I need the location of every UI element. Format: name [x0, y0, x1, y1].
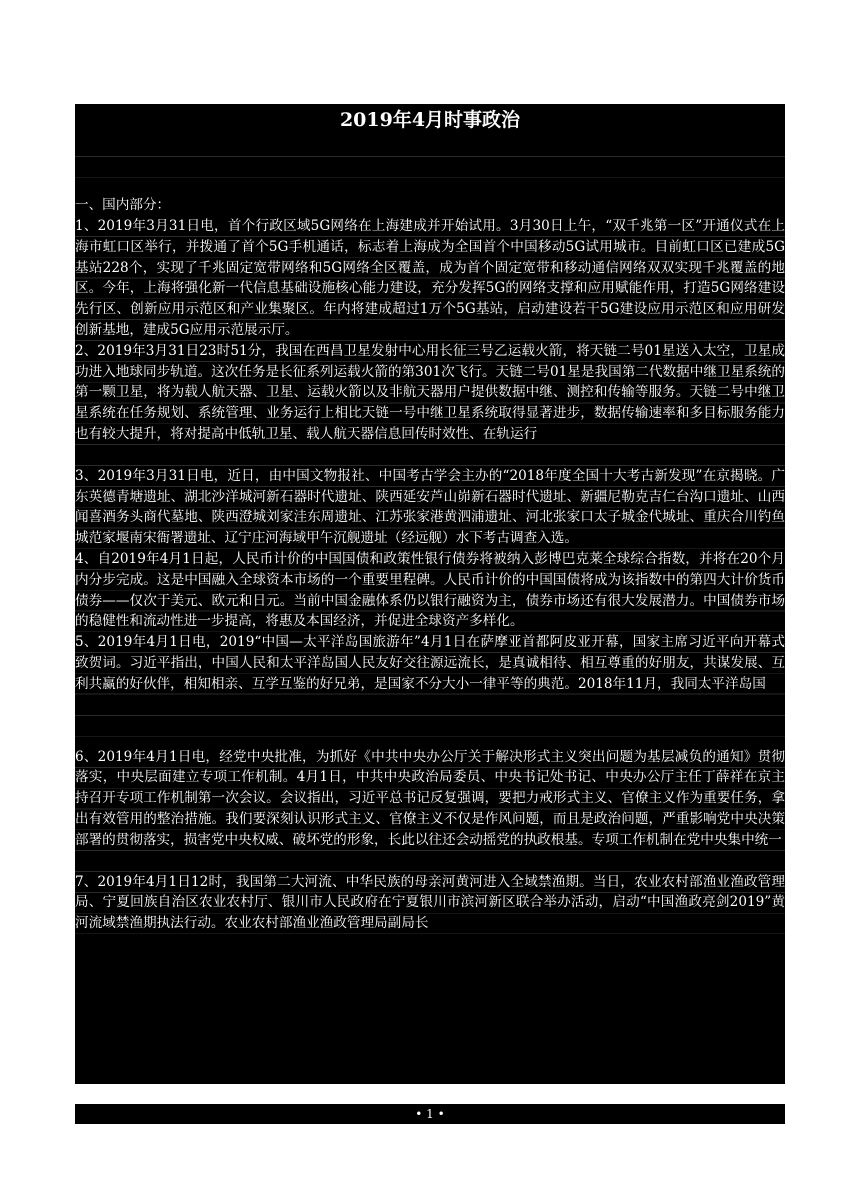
- paragraph-gap: [75, 851, 785, 872]
- news-item-6: 6、2019年4月1日电，经党中央批准，为抓好《中共中央办公厅关于解决形式主义突出问题为基层减负的通知》贯彻落实，中央层面建立专项工作机制。4月1日，中共中央政治局委员、中央书记处书记、中央办公厅主任丁薛祥在京主持召开专项工作机制第一次会议。会议指出，习近平总书记反复强调，要把力戒形式主义、官僚主义作为重要任务，拿出有效管用的整治措施。我们要深刻认识形式主义、官僚主义不仅是作风问题，而且是政治问题，严重影响党中央决策部署的贯彻落实，损害党中央权威、破坏党的形象，长此以往还会动摇党的执政根基。专项工作机制在党中央集中统一: [75, 747, 785, 851]
- paragraph-gap: [75, 445, 785, 466]
- page-title: 2019年4月时事政治: [339, 109, 521, 131]
- news-item-2: 2、2019年3月31日23时51分，我国在西昌卫星发射中心用长征三号乙运载火箭，将天链二号01星送入太空，卫星成功进入地球同步轨道。这次任务是长征系列运载火箭的第301次飞行。天链二号01星是我国第二代数据中继卫星系统的第一颗卫星，将为载人航天器、卫星、运载火箭以及非航天器用户提供数据中继、测控和传输等服务。天链二号中继卫星系统在任务规划、系统管理、业务运行上相比天链一号中继卫星系统取得显著进步，数据传输速率和多目标服务能力也有较大提升，将对提高中低轨卫星、载人航天器信息回传时效性、在轨运行: [75, 341, 785, 445]
- news-item-5: 5、2019年4月1日电，2019“中国—太平洋岛国旅游年”4月1日在萨摩亚首都阿皮亚开幕，国家主席习近平向开幕式致贺词。习近平指出，中国人民和太平洋岛国人民友好交往源远流长，是真诚相待、相互尊重的好朋友，共谋发展、互利共赢的好伙伴，相知相亲、互学互鉴的好兄弟，是国家不分大小一律平等的典范。2018年11月，我同太平洋岛国: [75, 632, 785, 694]
- document-page: [75, 104, 785, 1084]
- news-item-3: 3、2019年3月31日电，近日，由中国文物报社、中国考古学会主办的“2018年度全国十大考古新发现”在京揭晓。广东英德青塘遗址、湖北沙洋城河新石器时代遗址、陕西延安芦山峁新石器时代遗址、新疆尼勒克吉仁台沟口遗址、山西闻喜酒务头商代墓地、陕西澄城刘家洼东周遗址、江苏张家港黄泗浦遗址、河北张家口太子城金代城址、重庆合川钓鱼城范家堰南宋衙署遗址、辽宁庄河海域甲午沉舰遗址（经远舰）水下考古调查入选。: [75, 466, 785, 549]
- page-number: • 1 •: [415, 1107, 445, 1121]
- news-item-4: 4、自2019年4月1日起，人民币计价的中国国债和政策性银行债券将被纳入彭博巴克莱全球综合指数，并将在20个月内分步完成。这是中国融入全球资本市场的一个重要里程碑。人民币计价的中国国债将成为该指数中的第四大计价货币债券——仅次于美元、欧元和日元。当前中国金融体系仍以银行融资为主，债券市场还有很大发展潜力。中国债券市场的稳健性和流动性进一步提高，将惠及本国经济，并促进全球资产多样化。: [75, 549, 785, 632]
- page-footer: [75, 1104, 785, 1124]
- section-heading: 一、国内部分：: [75, 197, 171, 213]
- news-item-1: 1、2019年3月31日电，首个行政区域5G网络在上海建成并开始试用。3月30日上午，“双千兆第一区”开通仪式在上海市虹口区举行，并拨通了首个5G手机通话，标志着上海成为全国首个中国移动5G试用城市。目前虹口区已建成5G基站228个，实现了千兆固定宽带网络和5G网络全区覆盖，成为首个固定宽带和移动通信网络双双实现千兆覆盖的地区。今年，上海将强化新一代信息基础设施核心能力建设，充分发挥5G的网络支撑和应用赋能作用，打造5G网络建设先行区、创新应用示范区和产业集聚区。年内将建成超过1万个5G基站，启动建设若干5G建设应用示范区和应用研发创新基地，建成5G应用示范展示厅。: [75, 216, 785, 341]
- paragraph-gap: [75, 695, 785, 747]
- news-item-7: 7、2019年4月1日12时，我国第二大河流、中华民族的母亲河黄河进入全域禁渔期。当日，农业农村部渔业渔政管理局、宁夏回族自治区农业农村厅、银川市人民政府在宁夏银川市滨河新区联合举办活动，启动“中国渔政亮剑2019”黄河流域禁渔期执法行动。农业农村部渔业渔政管理局副局长: [75, 872, 785, 934]
- title-spacer: [75, 136, 785, 189]
